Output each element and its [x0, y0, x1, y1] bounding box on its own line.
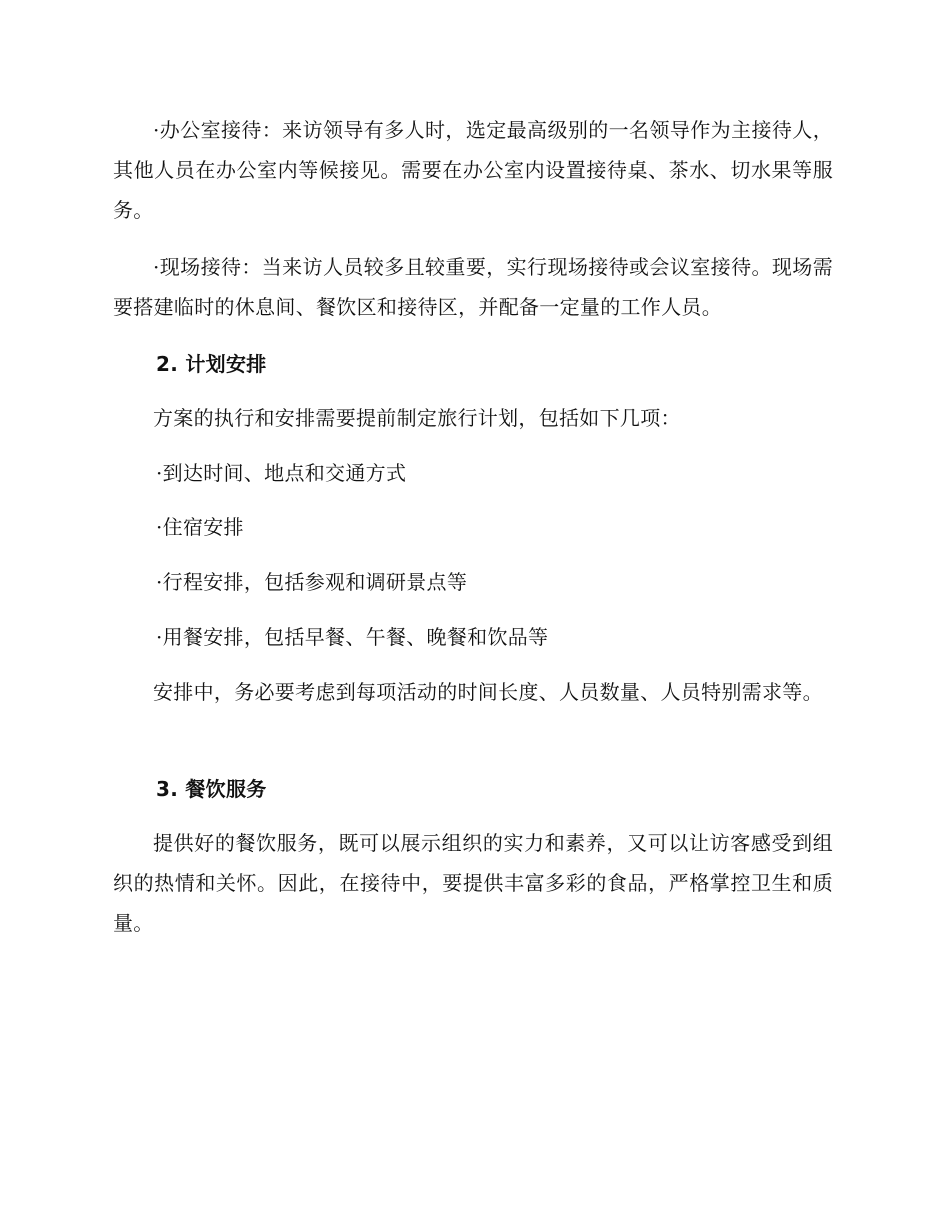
plan-list-item: ·行程安排，包括参观和调研景点等	[156, 570, 468, 594]
office-reception-paragraph: ·办公室接待：来访领导有多人时，选定最高级别的一名领导作为主接待人，其他人员在办公室内等候接见。需要在办公室内设置接待桌、茶水、切水果等服务。	[113, 118, 833, 222]
section-heading-plan: 2. 计划安排	[156, 352, 267, 376]
onsite-reception-paragraph: ·现场接待：当来访人员较多且较重要，实行现场接待或会议室接待。现场需要搭建临时的休息间、餐饮区和接待区，并配备一定量的工作人员。	[113, 255, 833, 319]
catering-paragraph: 提供好的餐饮服务，既可以展示组织的实力和素养，又可以让访客感受到组织的热情和关怀。因此，在接待中，要提供丰富多彩的食品，严格掌控卫生和质量。	[113, 831, 833, 935]
plan-intro-paragraph: 方案的执行和安排需要提前制定旅行计划，包括如下几项：	[153, 406, 681, 430]
section-heading-catering: 3. 餐饮服务	[156, 777, 267, 801]
plan-list-item: ·住宿安排	[156, 515, 244, 539]
plan-list-item: ·用餐安排，包括早餐、午餐、晚餐和饮品等	[156, 625, 549, 649]
plan-list-item: ·到达时间、地点和交通方式	[156, 461, 407, 485]
plan-note-paragraph: 安排中，务必要考虑到每项活动的时间长度、人员数量、人员特别需求等。	[153, 680, 823, 704]
